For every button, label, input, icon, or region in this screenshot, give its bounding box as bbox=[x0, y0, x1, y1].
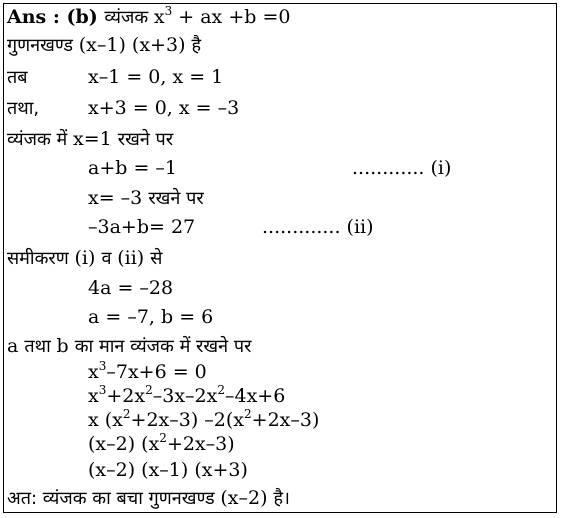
answer-line bbox=[7, 6, 290, 29]
text-segment: (i) bbox=[74, 247, 102, 269]
text-segment: a bbox=[7, 335, 25, 357]
text-segment: 4a = –28 bbox=[88, 277, 174, 299]
text-segment: x (x bbox=[88, 409, 123, 431]
superscript: 2 bbox=[217, 383, 225, 397]
answer-line bbox=[7, 128, 173, 151]
text-segment: +2x–3) bbox=[251, 409, 320, 431]
superscript: 2 bbox=[244, 407, 252, 421]
answer-line bbox=[7, 66, 28, 89]
text-segment: व्यंजक bbox=[104, 7, 154, 28]
superscript: 2 bbox=[159, 431, 167, 445]
text-segment: (x–2) (x–1) (x+3) bbox=[88, 459, 248, 481]
text-segment: समीकरण bbox=[7, 248, 75, 269]
text-segment: व bbox=[101, 248, 118, 269]
text-segment: तथा, bbox=[7, 98, 40, 119]
answer-line bbox=[7, 335, 251, 358]
equation-text: x+3 = 0, x = –3 bbox=[88, 97, 240, 119]
text-segment: a = –7, b = 6 bbox=[88, 306, 214, 328]
equation-number: ............. (ii) bbox=[262, 216, 374, 238]
text-segment: –4x+6 bbox=[224, 385, 286, 407]
text-segment: x bbox=[153, 6, 165, 28]
answer-line bbox=[88, 157, 177, 179]
text-segment: गुणनखण्ड bbox=[7, 35, 79, 56]
text-segment: –7x+6 = 0 bbox=[106, 361, 207, 383]
superscript: 2 bbox=[145, 383, 153, 397]
text-segment: तथा bbox=[24, 336, 57, 357]
answer-line bbox=[88, 277, 173, 299]
answer-line bbox=[7, 487, 290, 510]
superscript: 3 bbox=[98, 383, 107, 397]
text-segment: b bbox=[56, 335, 75, 357]
answer-line bbox=[7, 247, 162, 270]
text-segment: –3a+b= 27 bbox=[88, 216, 196, 238]
answer-line bbox=[88, 385, 285, 407]
superscript: 2 bbox=[122, 407, 131, 421]
equation-number: ............ (i) bbox=[352, 157, 452, 179]
text-segment: + ax +b =0 bbox=[172, 6, 291, 28]
text-segment: (x–1) (x+3) bbox=[78, 34, 192, 56]
text-segment: +2x bbox=[106, 385, 146, 407]
text-segment: का मान व्यंजक में रखने पर bbox=[74, 336, 252, 357]
text-segment: (ii) bbox=[117, 247, 151, 269]
text-segment: x bbox=[88, 361, 99, 383]
text-segment: x=1 bbox=[72, 128, 118, 150]
answer-line bbox=[88, 187, 204, 210]
text-segment: –3x–2x bbox=[152, 385, 218, 407]
answer-line bbox=[88, 409, 319, 431]
text-segment: x bbox=[88, 385, 99, 407]
superscript: 3 bbox=[164, 4, 173, 18]
text-segment: व्यंजक में bbox=[7, 129, 73, 150]
answer-line bbox=[88, 361, 207, 383]
text-segment: रखने पर bbox=[117, 129, 174, 150]
superscript: 3 bbox=[98, 359, 107, 373]
text-segment: +2x–3) –2(x bbox=[130, 409, 245, 431]
text-segment: x= –3 bbox=[88, 187, 149, 209]
equation-text: x–1 = 0, x = 1 bbox=[88, 66, 224, 88]
text-segment: (x–2) bbox=[220, 487, 274, 509]
answer-line bbox=[7, 97, 39, 120]
answer-line bbox=[88, 459, 248, 481]
answer-line bbox=[88, 216, 195, 238]
text-segment: है। bbox=[273, 488, 290, 509]
text-segment: है bbox=[191, 35, 202, 56]
text-segment: Ans : (b) bbox=[7, 6, 105, 28]
text-segment: अत: व्यंजक का बचा गुणनखण्ड bbox=[7, 488, 221, 509]
text-segment: (x–2) (x bbox=[88, 433, 160, 455]
text-segment: +2x–3) bbox=[166, 433, 235, 455]
text-segment: तब bbox=[7, 67, 28, 88]
answer-line bbox=[7, 34, 201, 57]
text-segment: रखने पर bbox=[148, 188, 204, 209]
answer-line bbox=[88, 306, 213, 328]
text-segment: a+b = –1 bbox=[88, 157, 177, 179]
answer-line bbox=[88, 433, 235, 455]
text-segment: से bbox=[150, 248, 163, 269]
